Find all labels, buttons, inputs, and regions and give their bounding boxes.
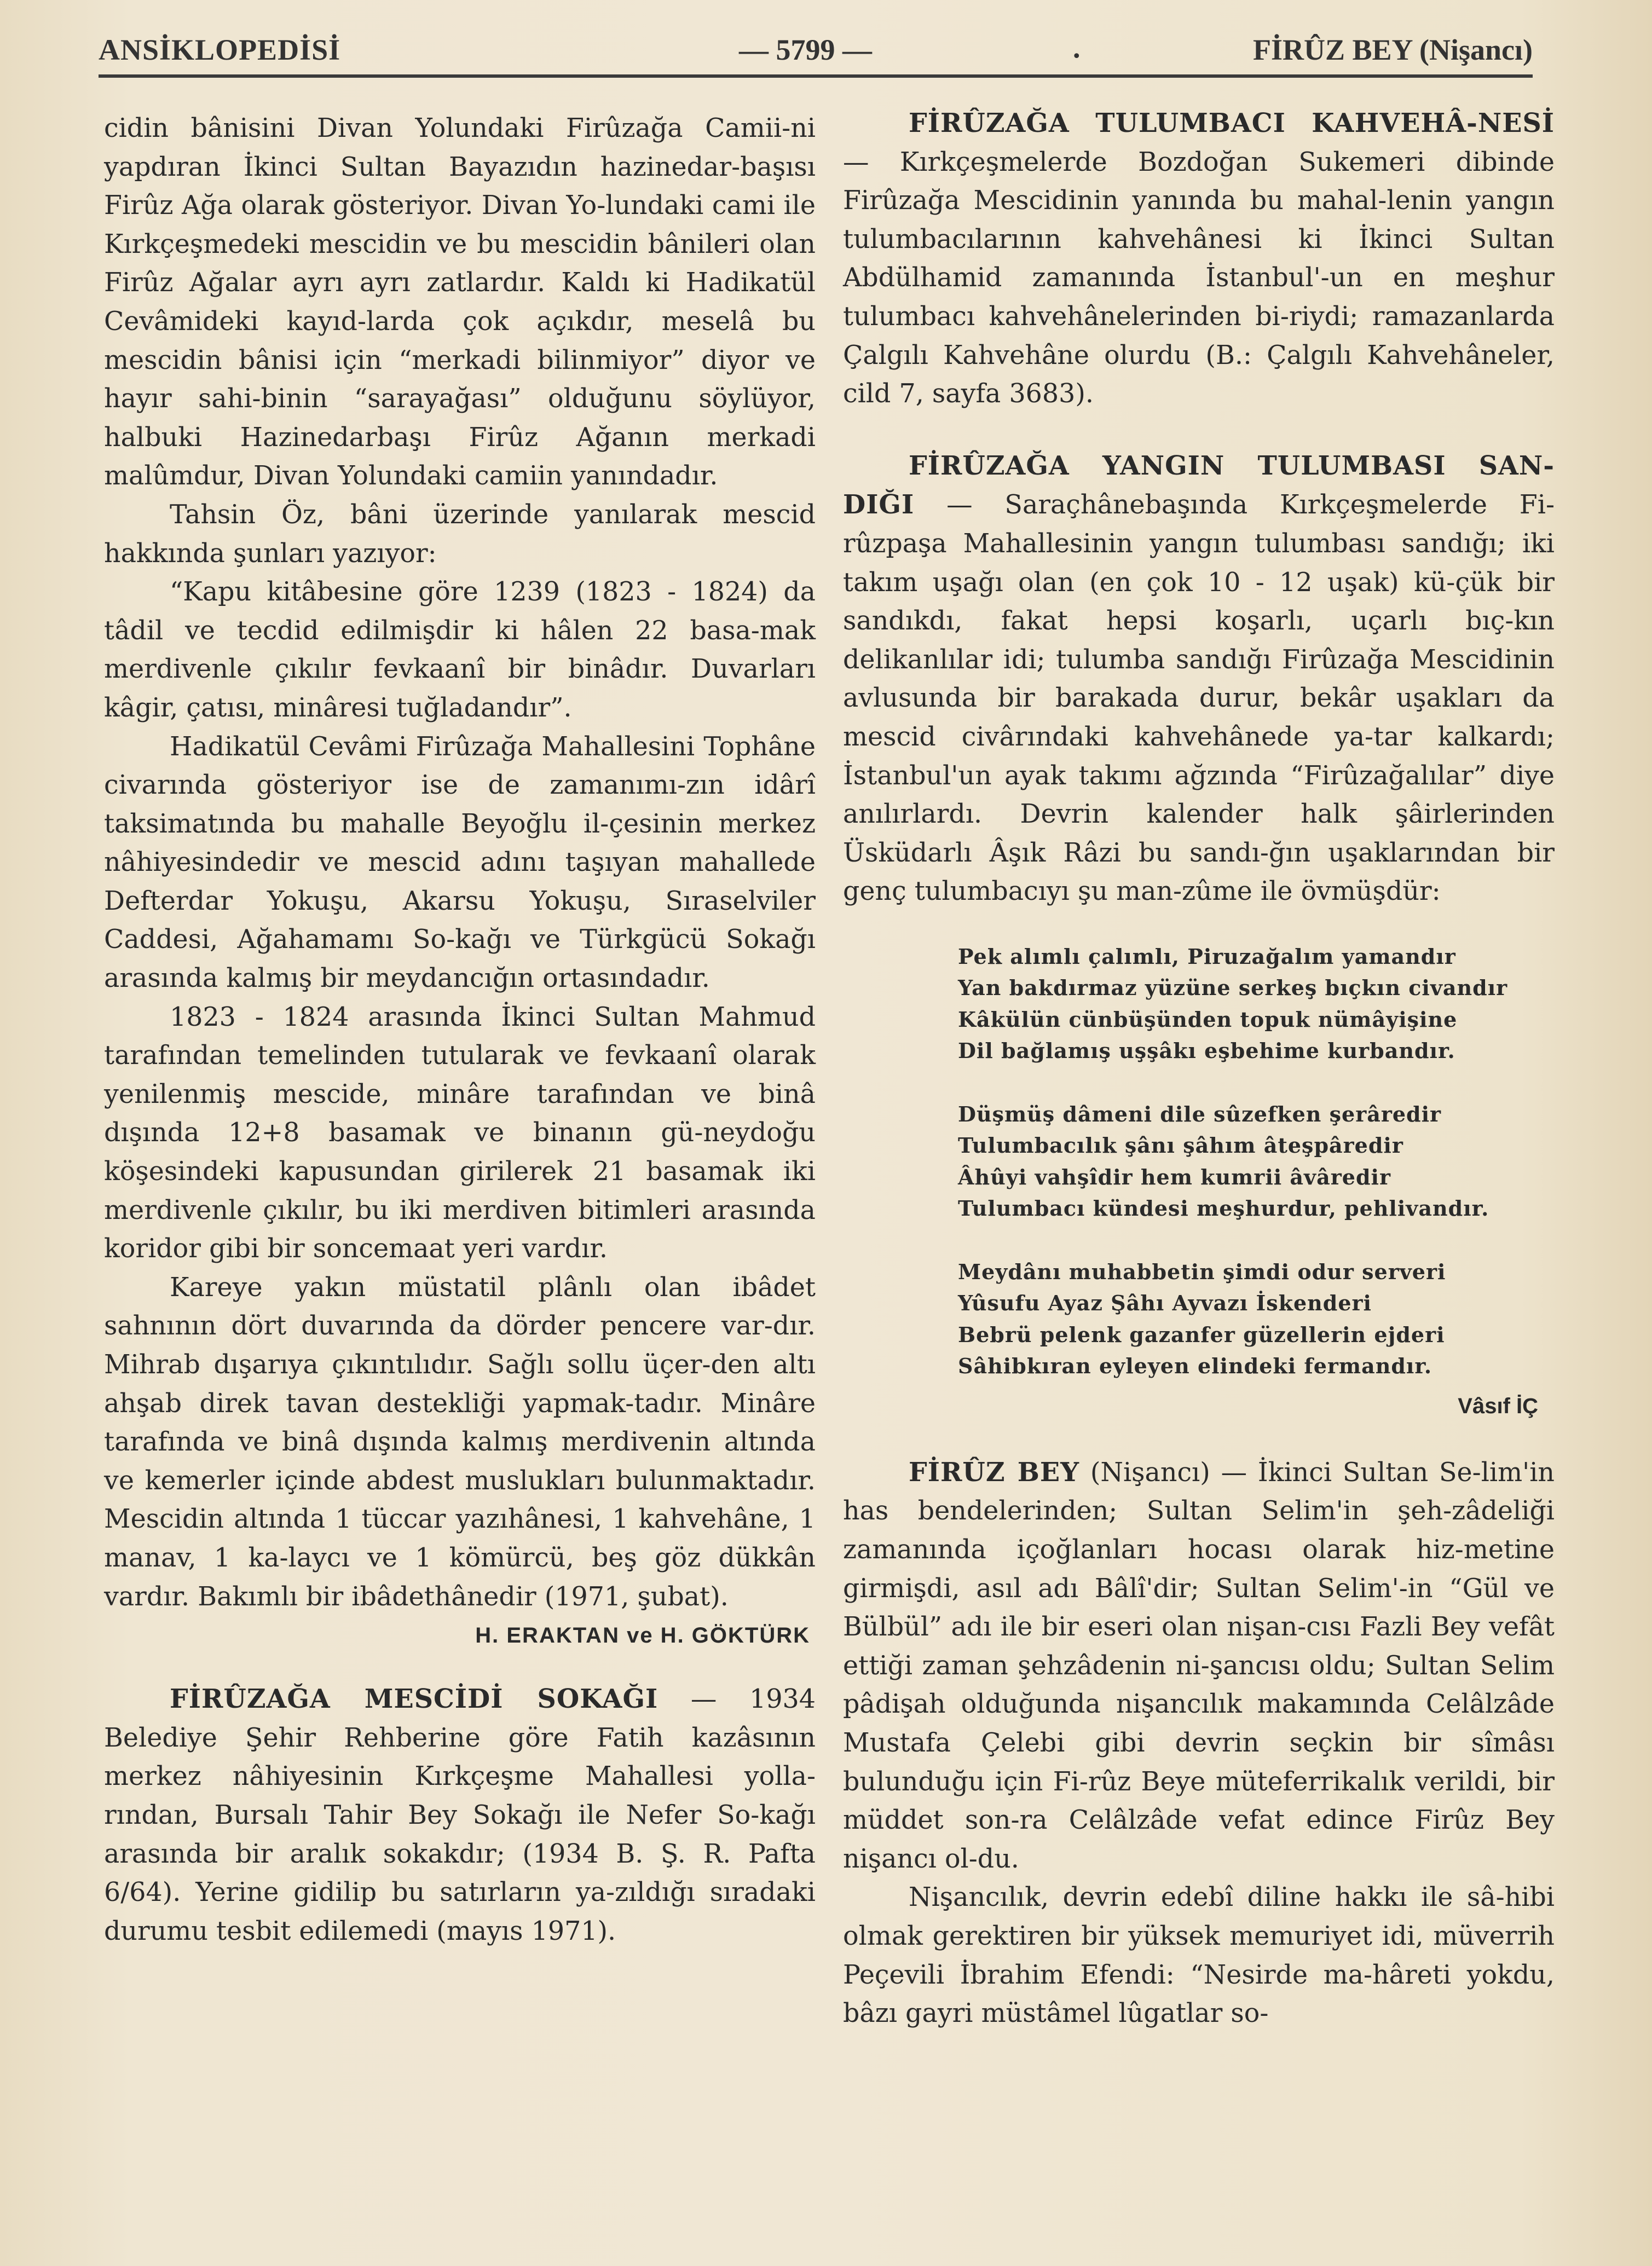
entry-title-qualifier: (Nişancı) (1090, 1457, 1210, 1488)
header-rule (99, 74, 1533, 78)
paragraph: Nişancılık, devrin edebî diline hakkı ile sâ-hibi olmak gerektiren bir yüksek memuriyet idi, müverrih Peçevili İbrahim Efendi: “Nesirde ma-hâreti yokdu, bâzı gayri müstâmel lûgatlar so- (843, 1882, 1555, 2029)
stanza-gap (958, 1224, 1555, 1256)
left-column (104, 109, 816, 1951)
spacer (843, 414, 1555, 447)
entry (843, 104, 1555, 414)
author-signature: H. ERAKTAN ve H. GÖKTÜRK (475, 1623, 810, 1648)
entry-title: FİRÛZ BEY (909, 1456, 1080, 1488)
header-entry-title: FİRÛZ BEY (Nişancı) (1252, 33, 1533, 66)
right-column (843, 104, 1555, 2033)
spacer (104, 1655, 816, 1680)
entry-text: — Kırkçeşmelerde Bozdoğan Sukemeri dibinde Firûzağa Mescidinin yanında bu mahal-lenin yangın tulumbacılarının kahvehânesi ki İkinci Sultan Abdülhamid zamanında İstanbul'-un en meşhur tulumbacı kahvehânelerinden bi-riydi; ramazanlarda Çalgılı Kahvehâne olurdu (B.: Çalgılı Kahvehâneler, cild 7, sayfa 3683). (843, 147, 1555, 409)
entry (104, 1680, 816, 1951)
stanza-gap (958, 1067, 1555, 1099)
poem (958, 941, 1555, 1382)
header-dot: . (1073, 31, 1081, 64)
poem-signature: Vâsıf İÇ (1458, 1394, 1538, 1418)
poem-line: Tulumbacılık şânı şâhım âteşpâredir (958, 1133, 1403, 1158)
entry-title: FİRÛZAĞA MESCİDİ SOKAĞI (170, 1684, 659, 1715)
poem-line: Dil bağlamış uşşâkı eşbehime kurbandır. (958, 1038, 1455, 1063)
page-header (99, 27, 1533, 71)
poem-line: Sâhibkıran eyleyen elindeki fermandır. (958, 1354, 1432, 1379)
entry (843, 1453, 1555, 1879)
poem-line: Bebrü pelenk gazanfer güzellerin ejderi (958, 1322, 1445, 1347)
poem-line: Meydânı muhabbetin şimdi odur serveri (958, 1259, 1446, 1284)
quotation: “Kapu kitâbesine göre 1239 (1823 - 1824) da tâdil ve tecdid edilmişdir ki hâlen 22 basa-mak merdivenle çıkılır fevkaanî bir binâdır. Duvarları kâgir, çatısı, minâresi tuğladandır”. (104, 577, 816, 723)
page-number: — 5799 — (739, 33, 872, 66)
paragraph: cidin bânisini Divan Yolundaki Firûzağa Camii-ni yapdıran İkinci Sultan Bayazıdın hazinedar-başısı Firûz Ağa olarak gösteriyor. Divan Yo-lundaki cami ile Kırkçeşmedeki mescidin ve bu mescidin bânileri olan Firûz Ağalar ayrı ayrı zatlardır. Kaldı ki Hadikatül Cevâmideki kayıd-larda çok açıkdır, meselâ bu mescidin bânisi için “merkadi bilinmiyor” diyor ve hayır sahi-binin “sarayağası” olduğunu söylüyor, halbuki Hazinedarbaşı Firûz Ağanın merkadi malûmdur, Divan Yolundaki camiin yanındadır. (104, 113, 816, 492)
poem-line: Yûsufu Ayaz Şâhı Ayvazı İskenderi (958, 1291, 1372, 1316)
poem-line: Yan bakdırmaz yüzüne serkeş bıçkın civandır (958, 975, 1508, 1001)
entry-text: — 1934 Belediye Şehir Rehberine göre Fatih kazâsının merkez nâhiyesinin Kırkçeşme Mahallesi yolla-rından, Bursalı Tahir Bey Sokağı ile Nefer So-kağı arasında bir aralık sokakdır; (1934 B. Ş. R. Pafta 6/64). Yerine gidilip bu satırların ya-zıldığı sıradaki durumu tesbit edilemedi (mayıs 1971). (104, 1684, 816, 1946)
entry (843, 447, 1555, 911)
poem-line: Pek alımlı çalımlı, Piruzağalım yamandır (958, 944, 1456, 969)
poem-line: Âhûyi vahşîdir hem kumrii âvâredir (958, 1164, 1391, 1189)
poem-line: Kâkülün cünbüşünden topuk nümâyişine (958, 1007, 1458, 1032)
header-publication: ANSİKLOPEDİSİ (99, 33, 341, 66)
spacer (843, 1428, 1555, 1453)
paragraph: Tahsin Öz, bâni üzerinde yanılarak mescid hakkında şunları yazıyor: (104, 499, 816, 569)
entry-title: FİRÛZAĞA TULUMBACI KAHVEHÂ-NESİ (909, 108, 1555, 138)
paragraph: Hadikatül Cevâmi Firûzağa Mahallesini Tophâne civarında gösteriyor ise de zamanımı-zın idârî taksimatında bu mahalle Beyoğlu il-çesinin merkez nâhiyesindedir ve mescid adını taşıyan mahallede Defterdar Yokuşu, Akarsu Yokuşu, Sıraselviler Caddesi, Ağahamamı So-kağı ve Türkgücü Sokağı arasında kalmış bir meydancığın ortasındadır. (104, 731, 816, 994)
poem-line: Tulumbacı kündesi meşhurdur, pehlivandır. (958, 1196, 1489, 1221)
paragraph: 1823 - 1824 arasında İkinci Sultan Mahmud tarafından temelinden tutularak ve fevkaanî olarak yenilenmiş mescide, minâre tarafından ve binâ dışında 12+8 basamak ve binanın gü-neydoğu köşesindeki kapusundan girilerek 21 basamak iki merdivenle çıkılır, bu iki merdiven bitimleri arasında koridor gibi bir soncemaat yeri vardır. (104, 1002, 816, 1264)
entry-title: FİRÛZAĞA YANGIN TULUMBASI SAN-DIĞI (843, 450, 1555, 521)
entry-text: — İkinci Sultan Se-lim'in has bendelerinden; Sultan Selim'in şeh-zâdeliği zamanında içoğlanları hocası olarak hiz-metine girmişdi, asıl adı Bâlî'dir; Sultan Selim'-in “Gül ve Bülbül” adı ile bir eseri olan nişan-cısı Fazli Bey vefât ettiği zaman şehzâdenin ni-şancısı oldu; Sultan Selim pâdişah olduğunda nişancılık makamında Celâlzâde Mustafa Çelebi gibi devrin seçkin bir sîmâsı bulunduğu için Fi-rûz Beye müteferrikalık verildi, bir müddet son-ra Celâlzâde vefat edince Firûz Bey nişancı ol-du. (843, 1457, 1555, 1874)
paragraph: Kareye yakın müstatil plânlı olan ibâdet sahnının dört duvarında da dörder pencere var-dır. Mihrab dışarıya çıkıntılıdır. Sağlı sollu üçer-den altı ahşab direk tavan destekliği yapmak-tadır. Minâre tarafında ve binâ dışında kalmış merdivenin altında ve kemerler içinde abdest muslukları bulunmaktadır. Mescidin altında 1 tüccar yazıhânesi, 1 kahvehâne, 1 manav, 1 ka-laycı ve 1 kömürcü, beş göz dükkân vardır. Bakımlı bir ibâdethânedir (1971, şubat). (104, 1272, 816, 1612)
entry-text: — Saraçhânebaşında Kırkçeşmelerde Fi-rûzpaşa Mahallesinin yangın tulumbası sandığı; iki takım uşağı olan (en çok 10 - 12 uşak) kü-çük bir sandıkdı, fakat hepsi koşarlı, uçarlı bıç-kın delikanlılar idi; tulumba sandığı Firûzağa Mescidinin avlusunda bir barakada durur, bekâr uşakları da mescid civârındaki kahvehânede ya-tar kalkardı; İstanbul'un ayak takımı ağzında “Firûzağalılar” diye anılırlardı. Devrin kalender halk şâirlerinden Üsküdarlı Âşık Râzi bu sandı-ğın uşaklarından bir genç tulumbacıyı şu man-zûme ile övmüşdür: (843, 490, 1555, 907)
poem-line: Düşmüş dâmeni dile sûzefken şerâredir (958, 1101, 1442, 1126)
